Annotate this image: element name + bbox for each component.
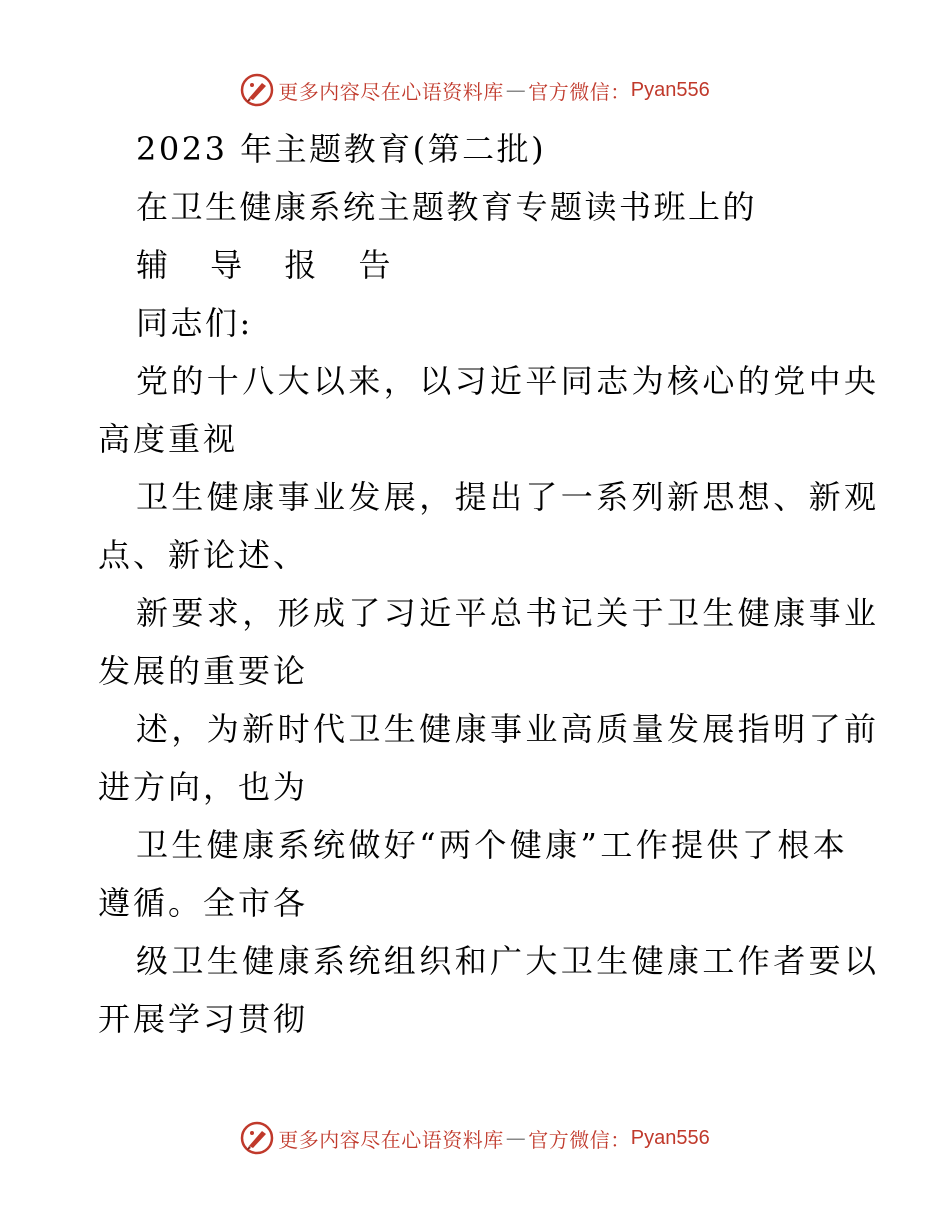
title-line-2: 在卫生健康系统主题教育专题读书班上的 xyxy=(136,188,758,226)
paragraph-line: 开展学习贯彻 xyxy=(98,1000,309,1038)
watermark-label: 官方微信： xyxy=(528,1127,631,1152)
watermark-separator: — xyxy=(505,1126,527,1150)
paragraph-line: 高度重视 xyxy=(98,420,239,458)
pen-logo-icon xyxy=(240,73,274,107)
paragraph-line: 遵循。全市各 xyxy=(98,884,309,922)
watermark-account: Pyan556 xyxy=(630,78,710,101)
paragraph-line: 进方向，也为 xyxy=(98,768,309,806)
greeting: 同志们: xyxy=(136,304,253,342)
watermark-label: 官方微信： xyxy=(528,79,631,104)
watermark-separator: — xyxy=(505,78,527,102)
title-line-1: 2023 年主题教育(第二批) xyxy=(136,130,547,168)
paragraph-line: 级卫生健康系统组织和广大卫生健康工作者要以 xyxy=(136,942,880,980)
watermark-account: Pyan556 xyxy=(630,1126,710,1149)
footer-watermark xyxy=(0,1118,950,1158)
paragraph-line: 点、新论述、 xyxy=(98,536,309,574)
document-body xyxy=(98,120,880,1048)
paragraph-line: 发展的重要论 xyxy=(98,652,309,690)
watermark-text: 更多内容尽在心语资料库 xyxy=(278,79,504,104)
paragraph-line: 卫生健康系统做好“两个健康”工作提供了根本 xyxy=(136,826,849,864)
paragraph-line: 卫生健康事业发展，提出了一系列新思想、新观 xyxy=(136,478,880,516)
paragraph-line: 述，为新时代卫生健康事业高质量发展指明了前 xyxy=(136,710,880,748)
pen-logo-icon xyxy=(240,1121,274,1155)
header-watermark xyxy=(0,70,950,110)
title-line-3: 辅 导 报 告 xyxy=(136,246,407,284)
paragraph-line: 党的十八大以来，以习近平同志为核心的党中央 xyxy=(136,362,880,400)
paragraph-line: 新要求，形成了习近平总书记关于卫生健康事业 xyxy=(136,594,880,632)
watermark-text: 更多内容尽在心语资料库 xyxy=(278,1127,504,1152)
